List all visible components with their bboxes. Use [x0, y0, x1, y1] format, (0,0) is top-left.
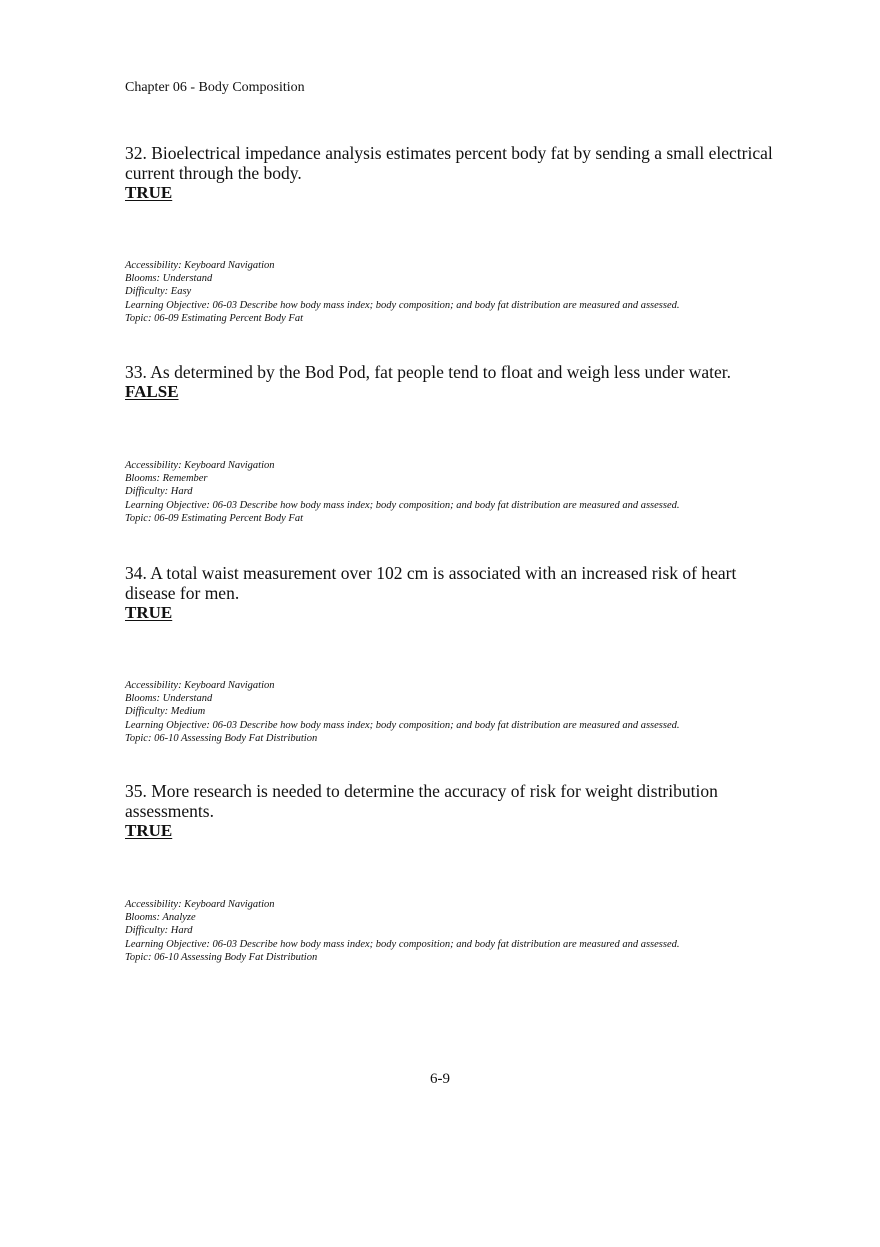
question-metadata: [125, 459, 825, 525]
question-metadata: [125, 679, 825, 745]
question-stem: 32. Bioelectrical impedance analysis estimates percent body fat by sending a small electrical current through the body.: [125, 143, 773, 183]
meta-topic: Topic: 06-10 Assessing Body Fat Distribution: [125, 951, 318, 963]
answer-key: TRUE: [125, 603, 173, 622]
meta-learning-objective: Learning Objective: 06-03 Describe how body mass index; body composition; and body fat distribution are measured and assessed.: [125, 499, 680, 511]
meta-blooms: Blooms: Understand: [125, 273, 213, 285]
meta-difficulty: Difficulty: Easy: [125, 286, 192, 298]
question-metadata: [125, 259, 825, 325]
meta-difficulty: Difficulty: Hard: [125, 486, 193, 498]
question-stem: 35. More research is needed to determine the accuracy of risk for weight distribution assessments.: [125, 781, 718, 821]
meta-learning-objective: Learning Objective: 06-03 Describe how body mass index; body composition; and body fat distribution are measured and assessed.: [125, 938, 680, 950]
question-stem: 34. A total waist measurement over 102 cm is associated with an increased risk of heart disease for men.: [125, 563, 737, 603]
answer-key: FALSE: [125, 382, 179, 401]
meta-learning-objective: Learning Objective: 06-03 Describe how body mass index; body composition; and body fat distribution are measured and assessed.: [125, 719, 680, 731]
question-34: [125, 563, 785, 623]
meta-blooms: Blooms: Analyze: [125, 912, 196, 924]
meta-topic: Topic: 06-09 Estimating Percent Body Fat: [125, 512, 303, 524]
meta-accessibility: Accessibility: Keyboard Navigation: [125, 260, 275, 271]
question-metadata: [125, 898, 825, 964]
meta-accessibility: Accessibility: Keyboard Navigation: [125, 899, 275, 910]
meta-difficulty: Difficulty: Medium: [125, 706, 206, 718]
meta-accessibility: Accessibility: Keyboard Navigation: [125, 680, 275, 691]
answer-key: TRUE: [125, 183, 173, 202]
meta-learning-objective: Learning Objective: 06-03 Describe how body mass index; body composition; and body fat distribution are measured and assessed.: [125, 299, 680, 311]
page-number: 6-9: [430, 1071, 450, 1087]
meta-accessibility: Accessibility: Keyboard Navigation: [125, 460, 275, 471]
question-32: [125, 143, 785, 203]
meta-difficulty: Difficulty: Hard: [125, 925, 193, 937]
answer-key: TRUE: [125, 821, 173, 840]
question-stem: 33. As determined by the Bod Pod, fat people tend to float and weigh less under water.: [125, 362, 732, 382]
meta-topic: Topic: 06-10 Assessing Body Fat Distribution: [125, 732, 318, 744]
question-35: [125, 781, 785, 841]
meta-blooms: Blooms: Remember: [125, 473, 208, 485]
meta-topic: Topic: 06-09 Estimating Percent Body Fat: [125, 312, 303, 324]
question-33: [125, 362, 785, 402]
meta-blooms: Blooms: Understand: [125, 693, 213, 705]
chapter-header: Chapter 06 - Body Composition: [125, 80, 305, 95]
